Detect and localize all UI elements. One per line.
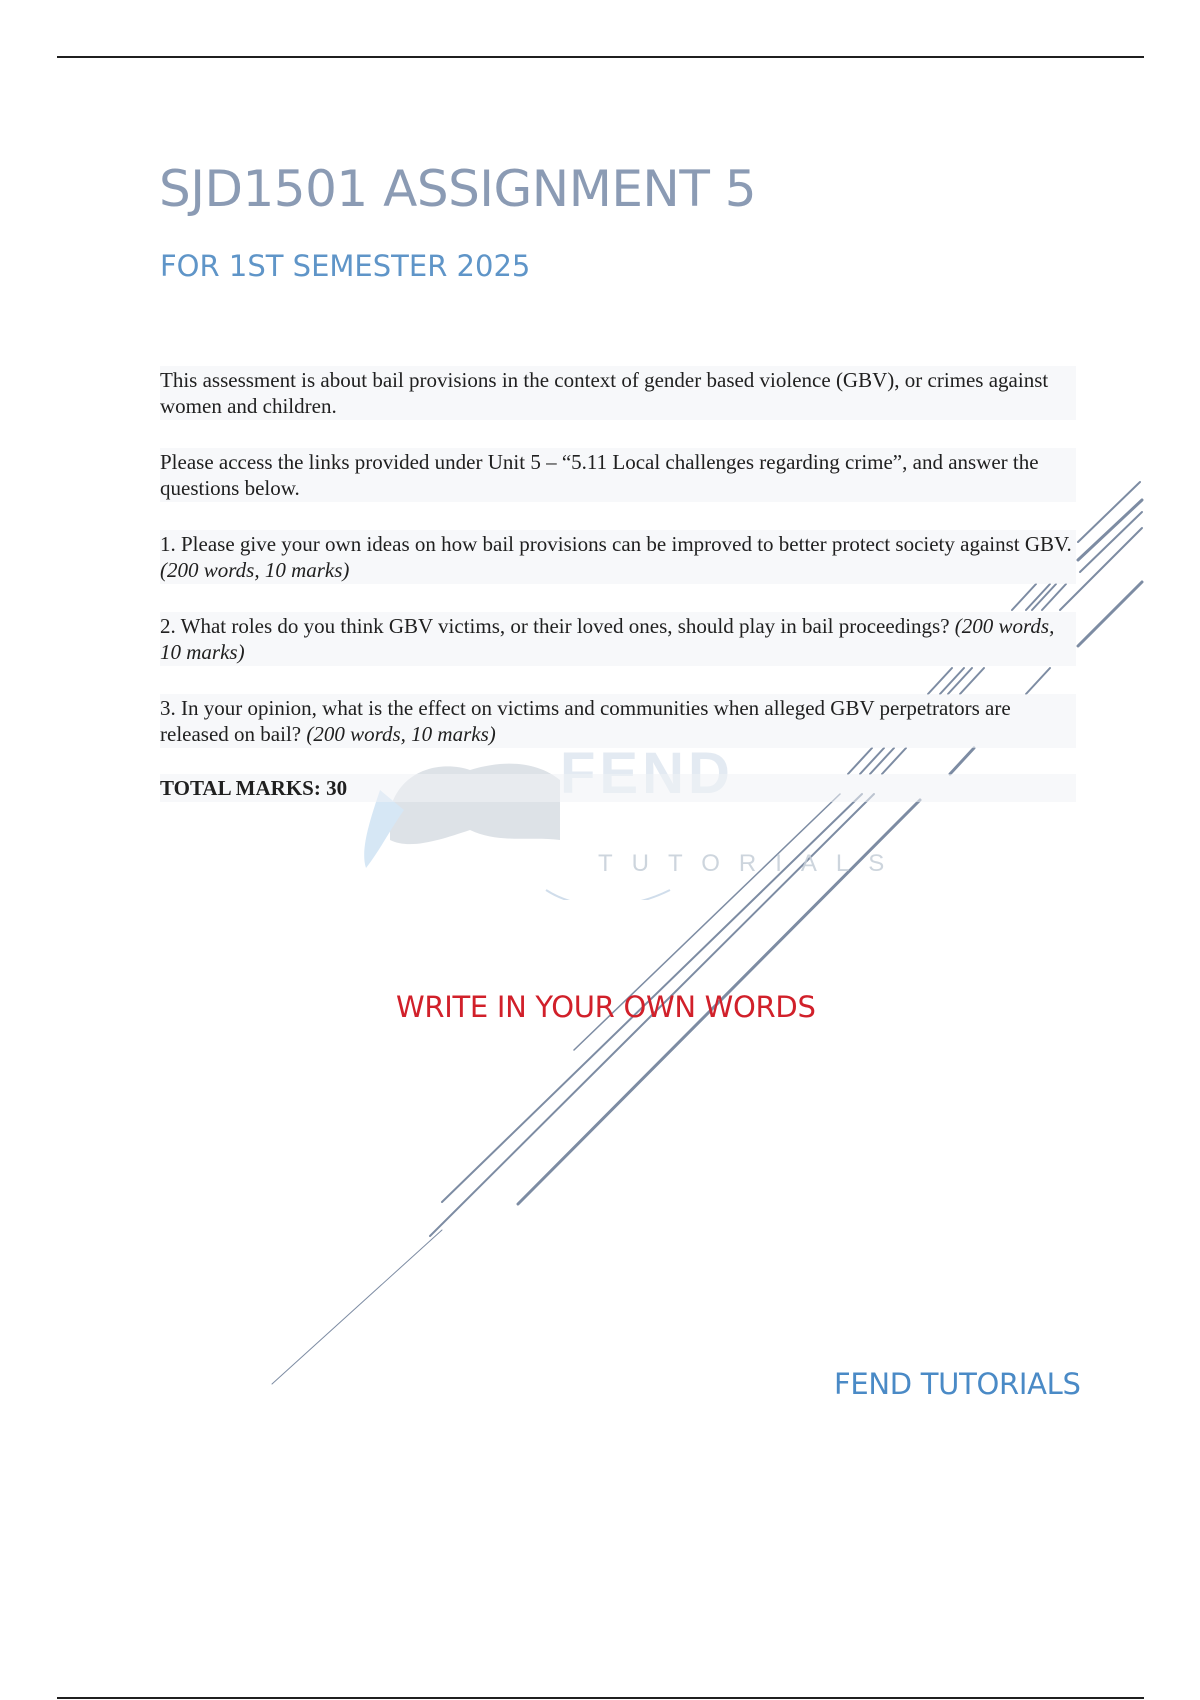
stripe (1078, 482, 1140, 542)
total-marks: TOTAL MARKS: 30 (160, 774, 1076, 802)
stripe (272, 1230, 442, 1384)
brand-label: FEND TUTORIALS (834, 1367, 1081, 1401)
own-words-notice: WRITE IN YOUR OWN WORDS (396, 990, 816, 1024)
assignment-body (160, 366, 1076, 830)
question-3-marks: (200 words, 10 marks) (306, 722, 496, 746)
question-2-text: 2. What roles do you think GBV victims, or their loved ones, should play in bail proceedings? (160, 614, 955, 638)
page-subtitle: FOR 1ST SEMESTER 2025 (160, 249, 531, 283)
question-1-marks: (200 words, 10 marks) (160, 558, 350, 582)
stripe (1078, 582, 1142, 646)
question-1-text: 1. Please give your own ideas on how bail provisions can be improved to better protect society against GBV. (160, 532, 1072, 556)
top-rule (57, 56, 1144, 58)
question-2-marks: (200 words, 10 marks) (160, 614, 1055, 664)
question-3-text: 3. In your opinion, what is the effect on victims and communities when alleged GBV perpetrators are released on bail? (160, 696, 1011, 746)
stripe (1078, 500, 1142, 560)
watermark-subword: TUTORIALS (598, 850, 904, 877)
instructions-paragraph: Please access the links provided under Unit 5 – “5.11 Local challenges regarding crime”, and answer the questions below. (160, 448, 1076, 502)
question-1 (160, 530, 1076, 584)
question-2 (160, 612, 1076, 666)
question-3 (160, 694, 1076, 748)
bottom-rule (57, 1697, 1144, 1699)
intro-paragraph: This assessment is about bail provisions in the context of gender based violence (GBV), or crimes against women and children. (160, 366, 1076, 420)
stripe (1080, 512, 1142, 572)
page-title: SJD1501 ASSIGNMENT 5 (159, 160, 757, 218)
